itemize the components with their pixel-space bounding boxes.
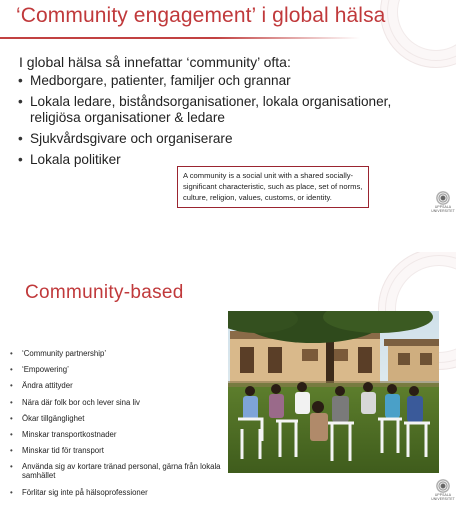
bullet-item: • ‘Community partnership’	[10, 349, 225, 358]
intro-text: I global hälsa så innefattar ‘community’ ofta:	[19, 54, 291, 70]
bullet-item: • Lokala ledare, biståndsorganisationer, lokala organisationer, religiösa organisationer & ledare	[18, 94, 428, 126]
bullet-item: • Ändra attityder	[10, 381, 225, 390]
seal-watermark-icon	[380, 0, 456, 68]
bullet-list	[18, 73, 428, 173]
logo-text: UPPSALA UNIVERSITET	[431, 205, 455, 213]
slide-title: Community-based	[25, 282, 184, 303]
community-meeting-photo	[228, 311, 439, 473]
title-underline	[0, 37, 360, 39]
photo-illustration	[228, 311, 439, 473]
bullet-item: • ‘Empowering’	[10, 365, 225, 374]
bullet-list	[10, 349, 225, 504]
slide-title: ‘Community engagement’ i global hälsa	[16, 4, 386, 27]
bullet-item: • Sjukvårdsgivare och organiserare	[18, 131, 428, 147]
definition-box: A community is a social unit with a shared socially-significant characteristic, such as place, set of norms, culture, religion, values, customs, or identity.	[177, 166, 369, 208]
bullet-item: • Ökar tillgänglighet	[10, 414, 225, 423]
bullet-item: • Förlitar sig inte på hälsoprofessioner	[10, 488, 225, 497]
logo-text: UPPSALA UNIVERSITET	[431, 493, 455, 501]
slide-community-engagement	[0, 0, 456, 252]
slide-community-based	[0, 252, 456, 521]
uppsala-seal-icon	[436, 191, 450, 205]
bullet-item: • Lokala politiker	[18, 152, 428, 168]
uppsala-seal-icon	[436, 479, 450, 493]
bullet-item: • Använda sig av kortare tränad personal, gärna från lokala samhället	[10, 462, 225, 480]
bullet-item: • Nära där folk bor och lever sina liv	[10, 398, 225, 407]
university-logo	[429, 479, 456, 501]
bullet-item: • Minskar transportkostnader	[10, 430, 225, 439]
bullet-item: • Minskar tid för transport	[10, 446, 225, 455]
bullet-item: • Medborgare, patienter, familjer och grannar	[18, 73, 428, 89]
university-logo	[429, 191, 456, 213]
